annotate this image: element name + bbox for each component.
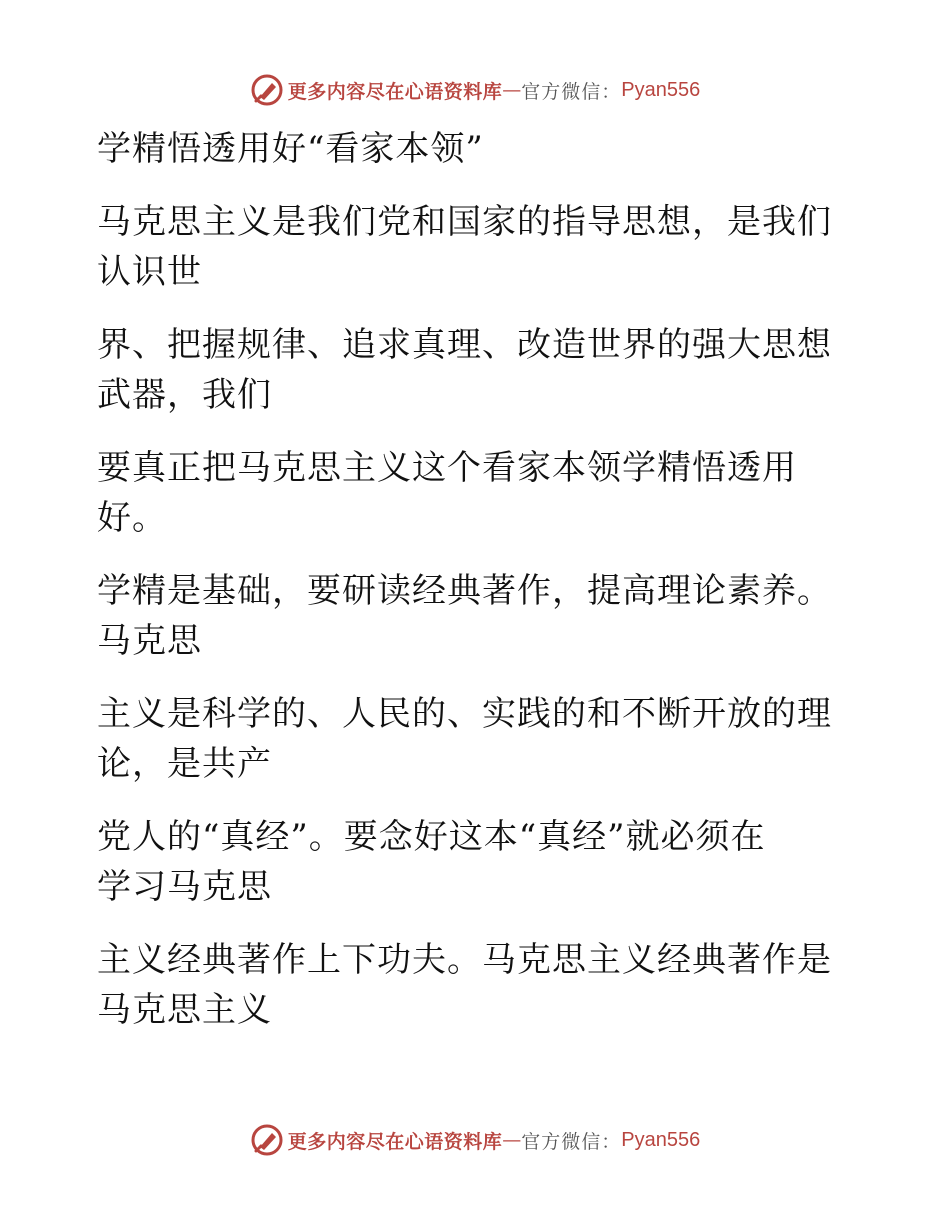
body-line: 好。 [97, 498, 167, 538]
document-title: 学精悟透用好“看家本领” [97, 129, 484, 169]
watermark-wechat-label: 官方微信： [521, 1130, 622, 1153]
watermark-wechat-label: 官方微信： [521, 80, 622, 103]
watermark-wechat-id: Pyan556 [621, 78, 701, 101]
body-line: 武器，我们 [97, 375, 272, 415]
body-line: 马克思 [97, 621, 202, 661]
header-watermark [0, 70, 950, 110]
watermark-wechat-id: Pyan556 [621, 1128, 701, 1151]
body-line: 马克思主义 [97, 990, 272, 1030]
body-line: 党人的“真经”。要念好这本“真经”就必须在 [97, 817, 766, 857]
body-line: 主义是科学的、人民的、实践的和不断开放的理 [97, 694, 832, 734]
body-line: 论，是共产 [97, 744, 272, 784]
body-line: 马克思主义是我们党和国家的指导思想，是我们 [97, 202, 832, 242]
watermark-dash: — [502, 1129, 522, 1151]
document-body [97, 124, 837, 1035]
watermark-brand: 更多内容尽在心语资料库 [287, 1130, 503, 1153]
body-line: 学精是基础，要研读经典著作，提高理论素养。 [97, 571, 832, 611]
footer-watermark [0, 1120, 950, 1160]
body-line: 学习马克思 [97, 867, 272, 907]
watermark-brand: 更多内容尽在心语资料库 [287, 80, 503, 103]
body-line: 要真正把马克思主义这个看家本领学精悟透用 [97, 448, 797, 488]
watermark-dash: — [502, 79, 522, 101]
body-line: 界、把握规律、追求真理、改造世界的强大思想 [97, 325, 832, 365]
pen-nib-logo-icon [250, 1123, 284, 1157]
pen-nib-logo-icon [250, 73, 284, 107]
body-line: 认识世 [97, 252, 202, 292]
body-line: 主义经典著作上下功夫。马克思主义经典著作是 [97, 940, 832, 980]
